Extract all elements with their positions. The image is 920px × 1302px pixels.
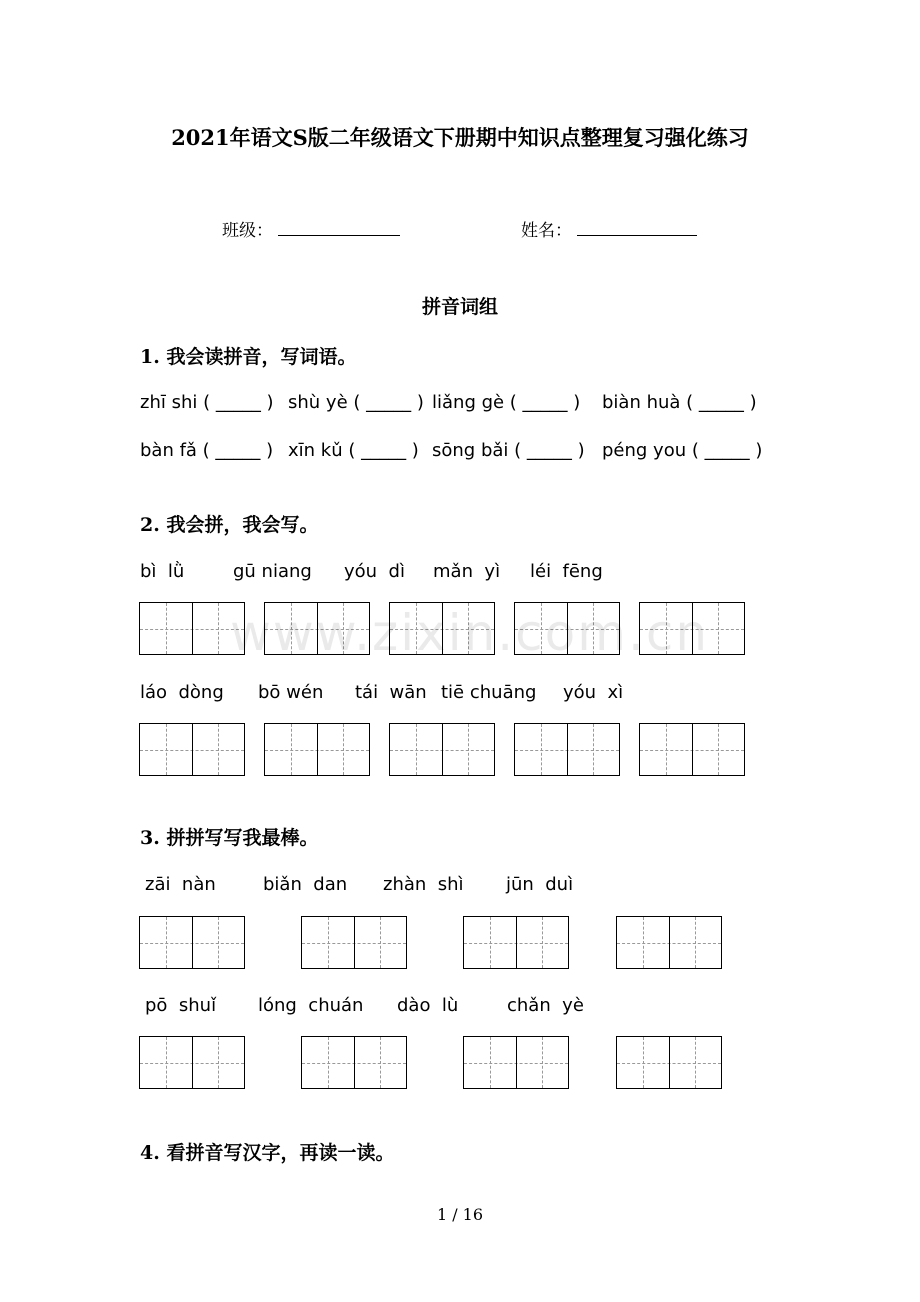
q2-pinyin: yóu dì [344, 561, 405, 582]
class-blank [278, 215, 400, 236]
question-2-heading: 2. 我会拼，我会写。 [140, 514, 319, 536]
q1-item: biàn huà ( _____ ) [602, 392, 757, 413]
name-blank [577, 215, 697, 236]
section-title: 拼音词组 [421, 296, 498, 318]
writing-grid[interactable] [301, 1036, 407, 1089]
writing-grid[interactable] [463, 916, 569, 969]
writing-grid[interactable] [264, 723, 370, 776]
name-label: 姓名： [521, 221, 572, 241]
q3-pinyin: biǎn dan [263, 874, 348, 895]
writing-grid[interactable] [139, 723, 245, 776]
q2-pinyin: tiē chuāng [441, 682, 537, 703]
writing-grid[interactable] [616, 1036, 722, 1089]
q2-pinyin: mǎn yì [433, 561, 501, 582]
q2-pinyin: yóu xì [563, 682, 624, 703]
q1-item: liǎng gè ( _____ ) [432, 392, 581, 413]
q2-pinyin: léi fēng [530, 561, 603, 582]
class-label: 班级： [222, 221, 273, 241]
page-number: 1 / 16 [436, 1205, 484, 1224]
writing-grid[interactable] [463, 1036, 569, 1089]
writing-grid[interactable] [139, 1036, 245, 1089]
writing-grid[interactable] [389, 723, 495, 776]
q2-pinyin: bì lǜ [140, 561, 185, 582]
q1-item: zhī shi ( _____ ) [140, 392, 274, 413]
q3-pinyin: dào lù [397, 995, 459, 1016]
q1-item: sōng bǎi ( _____ ) [432, 440, 585, 461]
writing-grid[interactable] [514, 723, 620, 776]
q3-pinyin: zāi nàn [145, 874, 216, 895]
question-4-heading: 4. 看拼音写汉字，再读一读。 [140, 1142, 395, 1164]
writing-grid[interactable] [616, 916, 722, 969]
q3-pinyin: jūn duì [506, 874, 574, 895]
q2-pinyin: láo dòng [140, 682, 224, 703]
watermark: www.zixin.com.cn [230, 604, 710, 662]
q3-pinyin: lóng chuán [258, 995, 364, 1016]
q1-item: xīn kǔ ( _____ ) [288, 440, 419, 461]
writing-grid[interactable] [301, 916, 407, 969]
q3-pinyin: chǎn yè [507, 995, 584, 1016]
q1-item: shù yè ( _____ ) [288, 392, 424, 413]
document-title: 2021年语文S版二年级语文下册期中知识点整理复习强化练习 [171, 125, 749, 150]
q3-pinyin: zhàn shì [383, 874, 464, 895]
writing-grid[interactable] [639, 723, 745, 776]
writing-grid[interactable] [139, 916, 245, 969]
q1-item: bàn fǎ ( _____ ) [140, 440, 274, 461]
q2-pinyin: bō wén [258, 682, 324, 703]
q1-item: péng you ( _____ ) [602, 440, 763, 461]
q2-pinyin: tái wān [355, 682, 427, 703]
q3-pinyin: pō shuǐ [145, 995, 217, 1016]
question-1-heading: 1. 我会读拼音，写词语。 [140, 346, 357, 368]
question-3-heading: 3. 拼拼写写我最棒。 [140, 827, 319, 849]
q2-pinyin: gū niang [233, 561, 312, 582]
